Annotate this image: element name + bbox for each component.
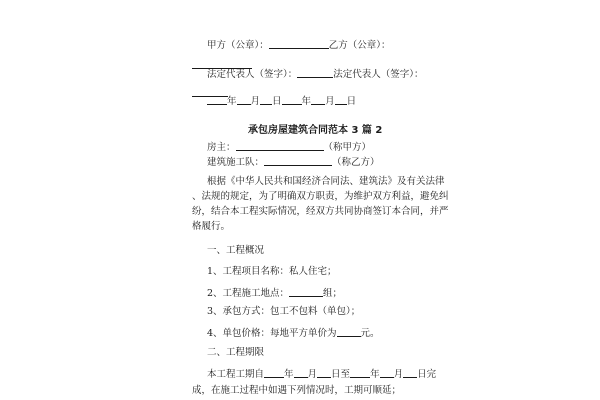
end-day-blank <box>403 367 417 378</box>
intro-line-2: 、法规的规定，为了明确双方职责，为维护双方利益，避免纠 <box>192 191 449 202</box>
legal-rep-sign-b-label: 法定代表人（签字）： <box>333 69 424 80</box>
owner-label: 房主： <box>207 142 236 153</box>
legal-rep-line <box>207 67 424 81</box>
item-4-prefix: 4、单包价格：每地平方单价为 <box>207 328 337 339</box>
start-year-label: 年 <box>284 369 294 380</box>
day-label-b: 日 <box>346 96 357 107</box>
end-year-label: 年 <box>370 369 380 380</box>
section-1-heading: 一、工程概况 <box>207 245 265 256</box>
builder-label: 建筑施工队： <box>207 157 265 168</box>
start-year-blank <box>264 367 284 378</box>
end-month-label: 月 <box>393 369 404 380</box>
owner-blank <box>236 140 324 151</box>
legal-rep-sign-a-blank <box>297 67 333 78</box>
start-month-blank <box>294 367 308 378</box>
section-2-heading: 二、工程期限 <box>207 347 265 358</box>
item-3: 3、承包方式：包工不包料（单包）； <box>207 306 361 317</box>
start-month-label: 月 <box>307 369 318 380</box>
owner-line <box>207 140 371 154</box>
item-4-blank <box>337 326 361 337</box>
legal-rep-sign-a-label: 法定代表人（签字）： <box>207 69 298 80</box>
end-month-blank <box>380 367 394 378</box>
month-blank-a <box>237 94 251 105</box>
month-blank-b <box>311 94 325 105</box>
month-label-a: 月 <box>250 96 261 107</box>
day-label-a: 日 <box>272 96 282 107</box>
item-4-suffix: 元。 <box>360 328 380 339</box>
item-2-blank <box>289 286 323 297</box>
day-blank-b <box>335 94 347 105</box>
period-mid: 日至 <box>331 369 351 380</box>
party-a-seal-blank <box>269 38 329 49</box>
item-2-suffix: 组； <box>323 288 343 299</box>
item-2-prefix: 2、工程施工地点： <box>207 288 290 299</box>
intro-line-3: 纷，结合本工程实际情况，经双方共同协商签订本合同，并严 <box>192 206 449 217</box>
start-day-blank <box>317 367 331 378</box>
day-blank-a <box>260 94 272 105</box>
end-year-blank <box>350 367 370 378</box>
builder-suffix: （称乙方） <box>332 157 380 168</box>
document-title: 承包房屋建筑合同范本 3 篇 2 <box>248 125 383 136</box>
intro-line-1: 根据《中华人民共和国经济合同法、建筑法》及有关法律 <box>207 176 445 187</box>
period-prefix: 本工程工期自 <box>207 369 265 380</box>
builder-line <box>207 155 380 169</box>
item-1: 1、工程项目名称：私人住宅； <box>207 266 337 277</box>
period-end: 日完 <box>417 369 437 380</box>
party-seal-line <box>207 38 391 52</box>
intro-line-4: 格履行。 <box>192 221 231 232</box>
item-4 <box>207 326 380 340</box>
year-blank-a <box>207 94 227 105</box>
date-line <box>207 94 356 108</box>
month-label-b: 月 <box>325 96 335 107</box>
party-b-seal-label: 乙方（公章）： <box>328 40 391 51</box>
party-a-seal-label: 甲方（公章）： <box>207 40 269 51</box>
item-2 <box>207 286 342 300</box>
year-label-b: 年 <box>301 96 312 107</box>
period-line-2: 成，在施工过程中如遇下列情况时，工期可顺延； <box>192 385 402 396</box>
year-blank-b <box>282 94 302 105</box>
owner-suffix: （称甲方） <box>323 142 372 153</box>
builder-blank <box>264 155 332 166</box>
year-label-a: 年 <box>227 96 237 107</box>
period-line-1 <box>207 367 436 381</box>
